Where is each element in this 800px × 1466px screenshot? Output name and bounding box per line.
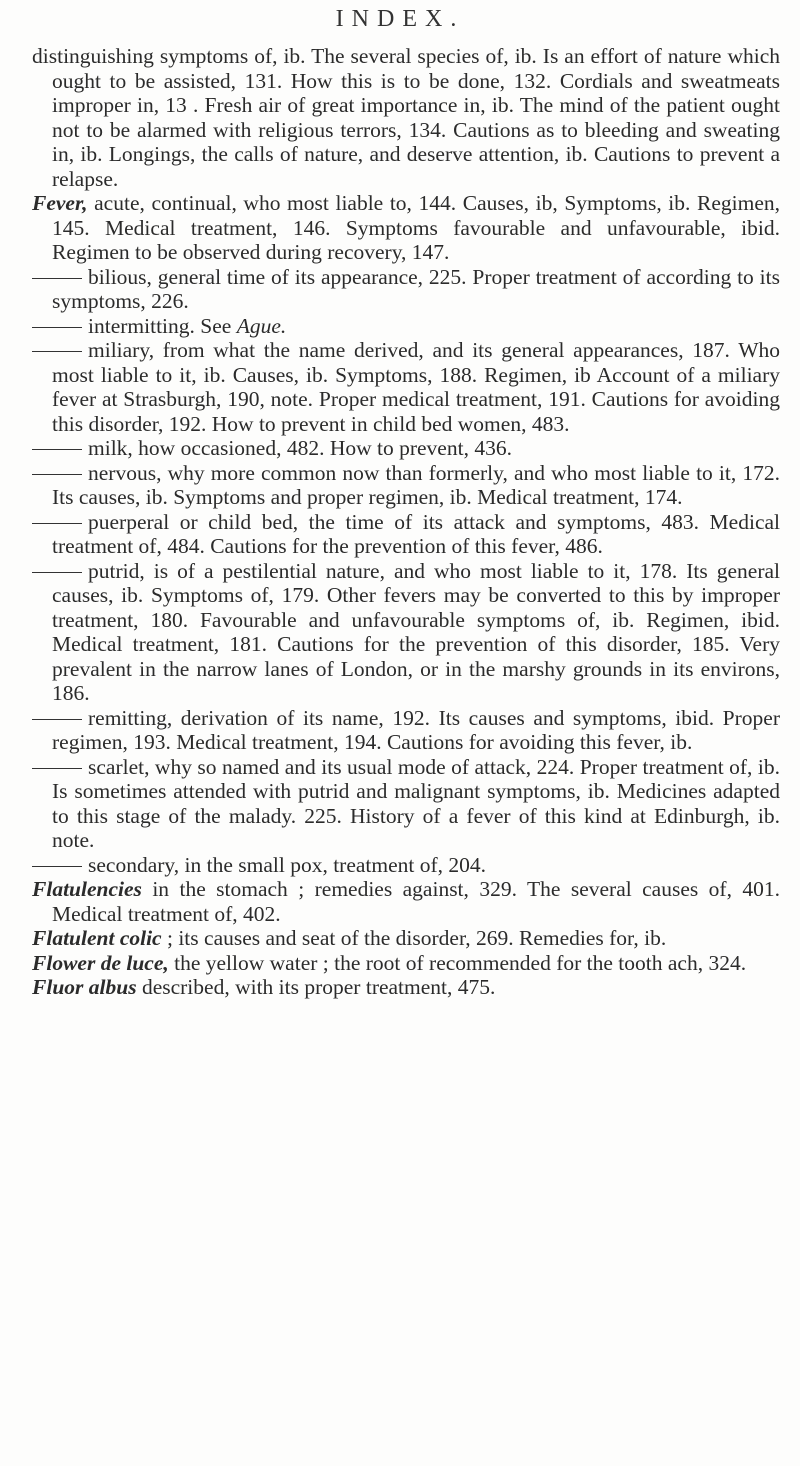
- cross-reference: Ague.: [236, 313, 287, 338]
- index-entry: [32, 951, 780, 976]
- index-entry: [32, 975, 780, 1000]
- ditto-dash: [32, 768, 82, 769]
- index-body: [32, 44, 780, 1000]
- entry-text: acute, continual, who most liable to, 144. Causes, ib, Symptoms, ib. Regimen, 145. Medical treatment, 146. Symptoms favourable and unfavourable, ibid. Regimen to be observed during recovery, 147.: [52, 191, 780, 264]
- page-header: INDEX.: [335, 6, 465, 32]
- entry-text: nervous, why more common now than formerly, and who most liable to it, 172. Its causes, ib. Symptoms and proper regimen, ib. Medical treatment, 174.: [52, 460, 780, 509]
- index-entry: [32, 877, 780, 926]
- entry-text: remitting, derivation of its name, 192. Its causes and symptoms, ibid. Proper regimen, 193. Medical treatment, 194. Cautions for avoiding this fever, ib.: [52, 705, 780, 754]
- entry-term: Fever,: [32, 191, 88, 215]
- ditto-dash: [32, 866, 82, 867]
- index-subentry: [32, 314, 780, 339]
- index-subentry: [32, 461, 780, 510]
- ditto-dash: [32, 327, 82, 328]
- entry-text: milk, how occasioned, 482. How to prevent, 436.: [88, 436, 512, 460]
- entry-text: secondary, in the small pox, treatment of, 204.: [88, 852, 487, 877]
- entry-text: bilious, general time of its appearance, 225. Proper treatment of according to its symptoms, 226.: [52, 264, 780, 313]
- index-subentry: [32, 510, 780, 559]
- index-entry: [32, 926, 780, 951]
- entry-text: ; its causes and seat of the disorder, 269. Remedies for, ib.: [161, 926, 667, 950]
- entry-text: distinguishing symptoms of, ib. The several species of, ib. Is an effort of nature which ought to be assisted, 131. How this is to be done, 132. Cordials and sweatmeats improper in, 13 . Fresh air of great importance in, ib. The mind of the patient ought not to be alarmed with religious terrors, 134. Cautions as to bleeding and sweating in, ib. Longings, the calls of nature, and deserve attention, ib. Cautions to prevent a relapse.: [32, 44, 780, 191]
- index-subentry: [32, 755, 780, 853]
- index-subentry: [32, 853, 780, 878]
- index-subentry: [32, 559, 780, 706]
- entry-text: the yellow water ; the root of recommended for the tooth ach, 324.: [168, 950, 747, 975]
- ditto-dash: [32, 572, 82, 573]
- entry-term: Flatulent colic: [32, 926, 162, 950]
- index-entry: [32, 191, 780, 265]
- entry-term: Flower de luce,: [32, 950, 169, 975]
- index-subentry: [32, 436, 780, 461]
- entry-text: intermitting. See: [88, 313, 237, 338]
- entry-text: miliary, from what the name derived, and its general appearances, 187. Who most liable to it, ib. Causes, ib. Symptoms, 188. Regimen, ib Account of a miliary fever at Strasburgh, 190, note. Proper medical treatment, 191. Cautions for avoiding this disorder, 192. How to prevent in child bed women, 483.: [52, 338, 780, 436]
- entry-text: putrid, is of a pestilential nature, and who most liable to it, 178. Its general causes, ib. Symptoms of, 179. Other fevers may be converted to this by improper treatment, 180. Favourable and unfavourable symptoms of, ib. Regimen, ibid. Medical treatment, 181. Cautions for the prevention of this disorder, 185. Very prevalent in the narrow lanes of London, or in the marshy grounds in its environs, 186.: [52, 558, 780, 705]
- entry-text: scarlet, why so named and its usual mode of attack, 224. Proper treatment of, ib. Is sometimes attended with putrid and malignant symptoms, ib. Medicines adapted to this stage of the malady. 225. History of a fever of this kind at Edinburgh, ib. note.: [52, 754, 780, 852]
- entry-text: in the stomach ; remedies against, 329. The several causes of, 401. Medical treatment of, 402.: [52, 877, 780, 926]
- entry-term: Fluor albus: [32, 975, 137, 999]
- ditto-dash: [32, 449, 82, 450]
- index-entry: [32, 44, 780, 191]
- ditto-dash: [32, 278, 82, 279]
- ditto-dash: [32, 523, 82, 524]
- ditto-dash: [32, 474, 82, 475]
- entry-text: puerperal or child bed, the time of its attack and symptoms, 483. Medical treatment of, 484. Cautions for the prevention of this fever, 486.: [52, 509, 780, 558]
- entry-term: Flatulencies: [32, 877, 142, 901]
- entry-text: described, with its proper treatment, 475.: [136, 975, 496, 999]
- index-subentry: [32, 706, 780, 755]
- ditto-dash: [32, 719, 82, 720]
- ditto-dash: [32, 351, 82, 352]
- index-subentry: [32, 338, 780, 436]
- index-subentry: [32, 265, 780, 314]
